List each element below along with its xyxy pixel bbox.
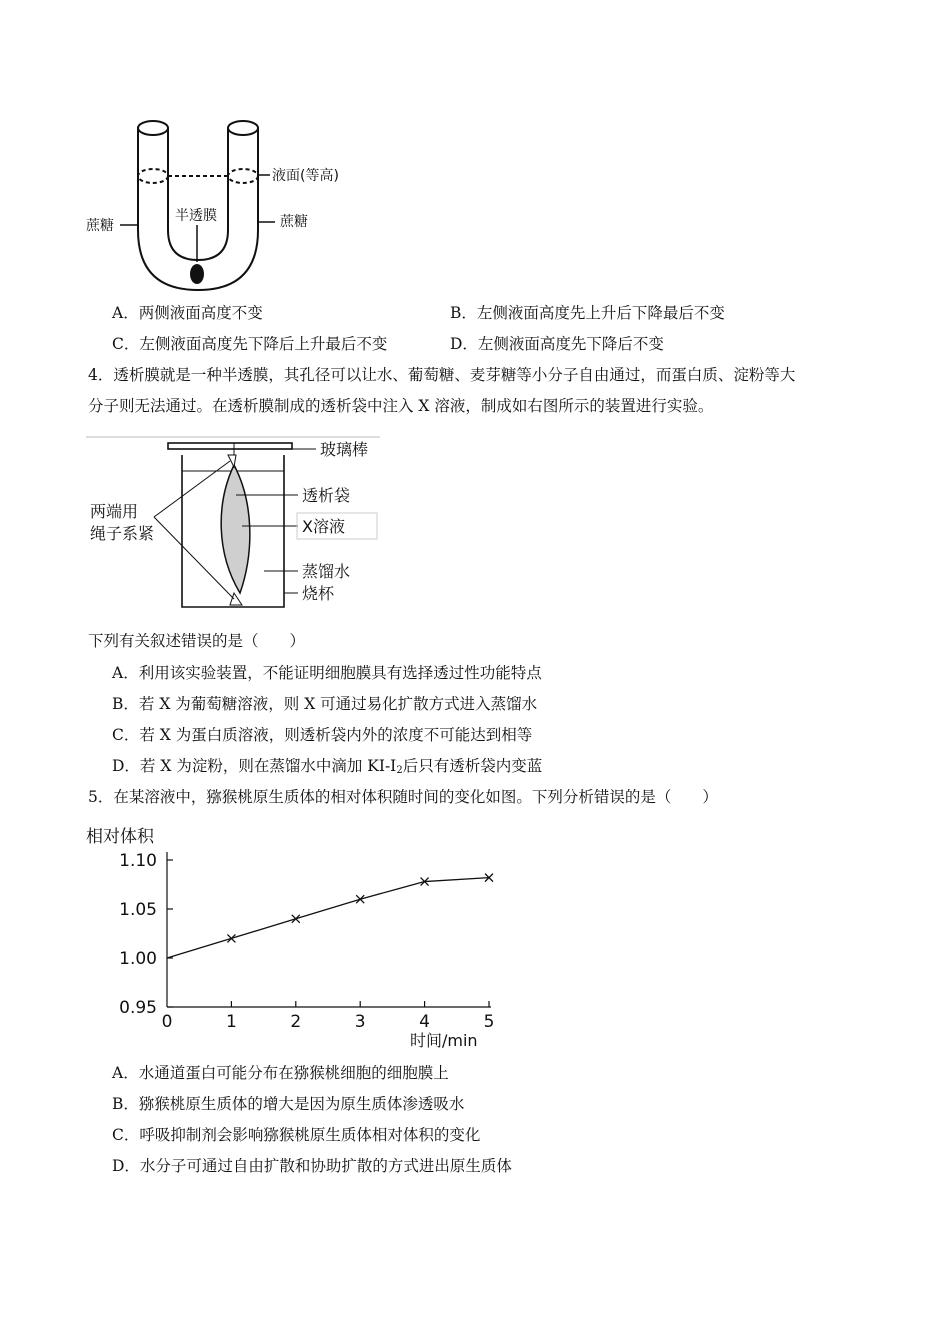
label-membrane: 半透膜 <box>175 208 217 224</box>
data-point-marker <box>292 915 300 923</box>
x-tick-label: 0 <box>161 1012 173 1032</box>
y-tick-label: 0.95 <box>119 998 157 1018</box>
label-rod: 玻璃棒 <box>320 440 369 459</box>
q3-option-d: D．左侧液面高度先下降后不变 <box>450 335 664 353</box>
y-tick-label: 1.00 <box>119 949 157 969</box>
dialysis-figure <box>84 433 384 618</box>
label-beaker: 烧杯 <box>302 584 335 603</box>
q5-option-b: B．猕猴桃原生质体的增大是因为原生质体渗透吸水 <box>112 1095 465 1113</box>
x-axis-label: 时间/min <box>410 1031 478 1050</box>
label-water: 蒸馏水 <box>302 562 351 581</box>
q3-option-b: B．左侧液面高度先上升后下降最后不变 <box>450 304 725 322</box>
label-bag: 透析袋 <box>302 486 351 505</box>
q3-option-c: C．左侧液面高度先下降后上升最后不变 <box>112 335 388 353</box>
q4-question: 下列有关叙述错误的是（ ） <box>88 632 306 650</box>
q4-option-c: C．若 X 为蛋白质溶液，则透析袋内外的浓度不可能达到相等 <box>112 726 533 744</box>
q4-option-d-text-end: 后只有透析袋内变蓝 <box>402 757 543 775</box>
data-point-marker <box>356 895 364 903</box>
q5-option-c: C．呼吸抑制剂会影响猕猴桃原生质体相对体积的变化 <box>112 1126 481 1144</box>
q4-stem-line2: 分子则无法通过。在透析膜制成的透析袋中注入 X 溶液，制成如右图所示的装置进行实验。 <box>88 397 714 415</box>
data-point-marker <box>227 934 235 942</box>
y-axis-label: 相对体积 <box>86 827 154 847</box>
label-tie-1: 两端用 <box>90 502 139 521</box>
x-tick-label: 4 <box>419 1012 431 1032</box>
volume-chart <box>80 820 510 1055</box>
q5-stem: 5．在某溶液中，猕猴桃原生质体的相对体积随时间的变化如图。下列分析错误的是（ ） <box>88 788 718 806</box>
x-tick-label: 2 <box>290 1012 302 1032</box>
q3-option-a: A．两侧液面高度不变 <box>112 304 263 322</box>
label-tie-2: 绳子系紧 <box>90 524 155 543</box>
label-x-solution: X溶液 <box>302 517 345 536</box>
membrane-icon <box>190 264 204 284</box>
dialysis-bag <box>221 465 250 593</box>
q5-option-d: D．水分子可通过自由扩散和协助扩散的方式进出原生质体 <box>112 1157 512 1175</box>
y-tick-label: 1.05 <box>119 900 157 920</box>
q4-option-d-text: D．若 X 为淀粉，则在蒸馏水中滴加 KI-I <box>112 757 397 775</box>
q4-stem-line1: 4．透析膜就是一种半透膜，其孔径可以让水、葡萄糖、麦芽糖等小分子自由通过，而蛋白质、淀粉等大 <box>88 366 796 384</box>
q4-option-d <box>112 755 542 782</box>
label-level: 液面(等高) <box>272 168 339 184</box>
q5-option-a: A．水通道蛋白可能分布在猕猴桃细胞的细胞膜上 <box>112 1064 449 1082</box>
q4-option-d-subscript: 2 <box>396 765 403 776</box>
label-left-sucrose: 蔗糖 <box>86 218 114 234</box>
x-tick-label: 5 <box>483 1012 495 1032</box>
q4-option-b: B．若 X 为葡萄糖溶液，则 X 可通过易化扩散方式进入蒸馏水 <box>112 695 538 713</box>
label-right-sucrose: 蔗糖 <box>280 214 308 230</box>
x-tick-label: 1 <box>225 1012 237 1032</box>
x-tick-label: 3 <box>354 1012 366 1032</box>
q4-option-a: A．利用该实验装置，不能证明细胞膜具有选择透过性功能特点 <box>112 664 542 682</box>
series-line <box>167 878 489 958</box>
u-tube-figure <box>80 110 380 300</box>
y-tick-label: 1.10 <box>119 851 157 871</box>
